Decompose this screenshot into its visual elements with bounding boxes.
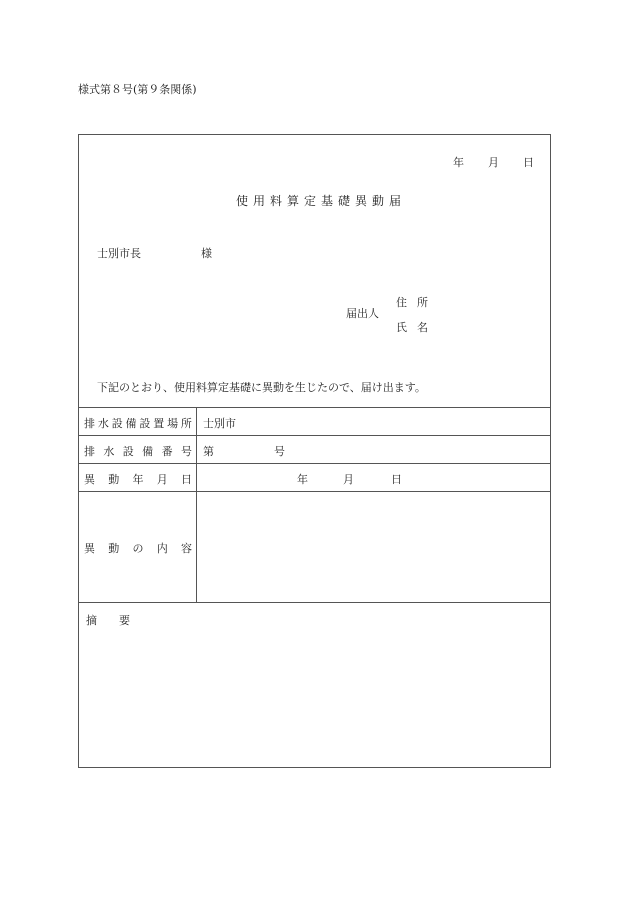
label-char: 設 (111, 417, 123, 430)
remarks-field[interactable] (80, 630, 549, 766)
label-char: 水 (103, 445, 115, 458)
label-char: 異 (84, 542, 95, 555)
label-char: 番 (161, 445, 173, 458)
applicant-label: 届出人 (346, 307, 379, 320)
label-char: 備 (142, 445, 154, 458)
label-char: 日 (181, 473, 192, 486)
label-char: 置 (153, 417, 165, 430)
header-year-label: 年 (453, 156, 464, 169)
row-divider-remarks (78, 602, 551, 603)
number-suffix: 号 (274, 445, 285, 458)
label-char: 場 (167, 417, 179, 430)
label-char: 内 (156, 542, 168, 555)
label-char: 設 (122, 445, 134, 458)
label-char: 容 (181, 542, 192, 555)
label-char: 排 (84, 445, 95, 458)
label-char: 水 (97, 417, 109, 430)
addressee: 士別市長 (97, 247, 141, 260)
location-value: 士別市 (203, 417, 236, 430)
column-divider (196, 407, 197, 602)
change-date-month: 月 (343, 473, 354, 486)
label-char: 備 (125, 417, 137, 430)
name-label: 氏名 (396, 321, 438, 334)
remarks-label: 摘要 (86, 614, 152, 627)
label-char: 排 (84, 417, 95, 430)
label-char: 所 (180, 417, 192, 430)
label-char: の (132, 542, 144, 555)
notice-text: 下記のとおり、使用料算定基礎に異動を生じたので、届け出ます。 (97, 381, 426, 394)
change-date-year: 年 (297, 473, 308, 486)
number-prefix: 第 (203, 445, 214, 458)
label-char: 異 (84, 473, 95, 486)
label-char: 動 (108, 473, 120, 486)
row-divider-location (78, 407, 551, 408)
label-char: 号 (180, 445, 192, 458)
row-divider-date (78, 463, 551, 464)
change-date-day: 日 (391, 473, 402, 486)
content-label (84, 540, 192, 556)
address-label: 住所 (396, 296, 438, 309)
header-month-label: 月 (488, 156, 499, 169)
label-char: 動 (108, 542, 120, 555)
content-field[interactable] (200, 492, 550, 601)
number-label (84, 443, 192, 459)
location-label (84, 415, 192, 431)
header-day-label: 日 (523, 156, 534, 169)
form-id: 様式第８号(第９条関係) (78, 83, 197, 96)
label-char: 年 (132, 473, 144, 486)
label-char: 設 (139, 417, 151, 430)
label-char: 月 (156, 473, 168, 486)
honorific: 様 (201, 247, 212, 260)
row-divider-number (78, 435, 551, 436)
form-title: 使用料算定基礎異動届 (236, 194, 407, 208)
change-date-label (84, 471, 192, 487)
